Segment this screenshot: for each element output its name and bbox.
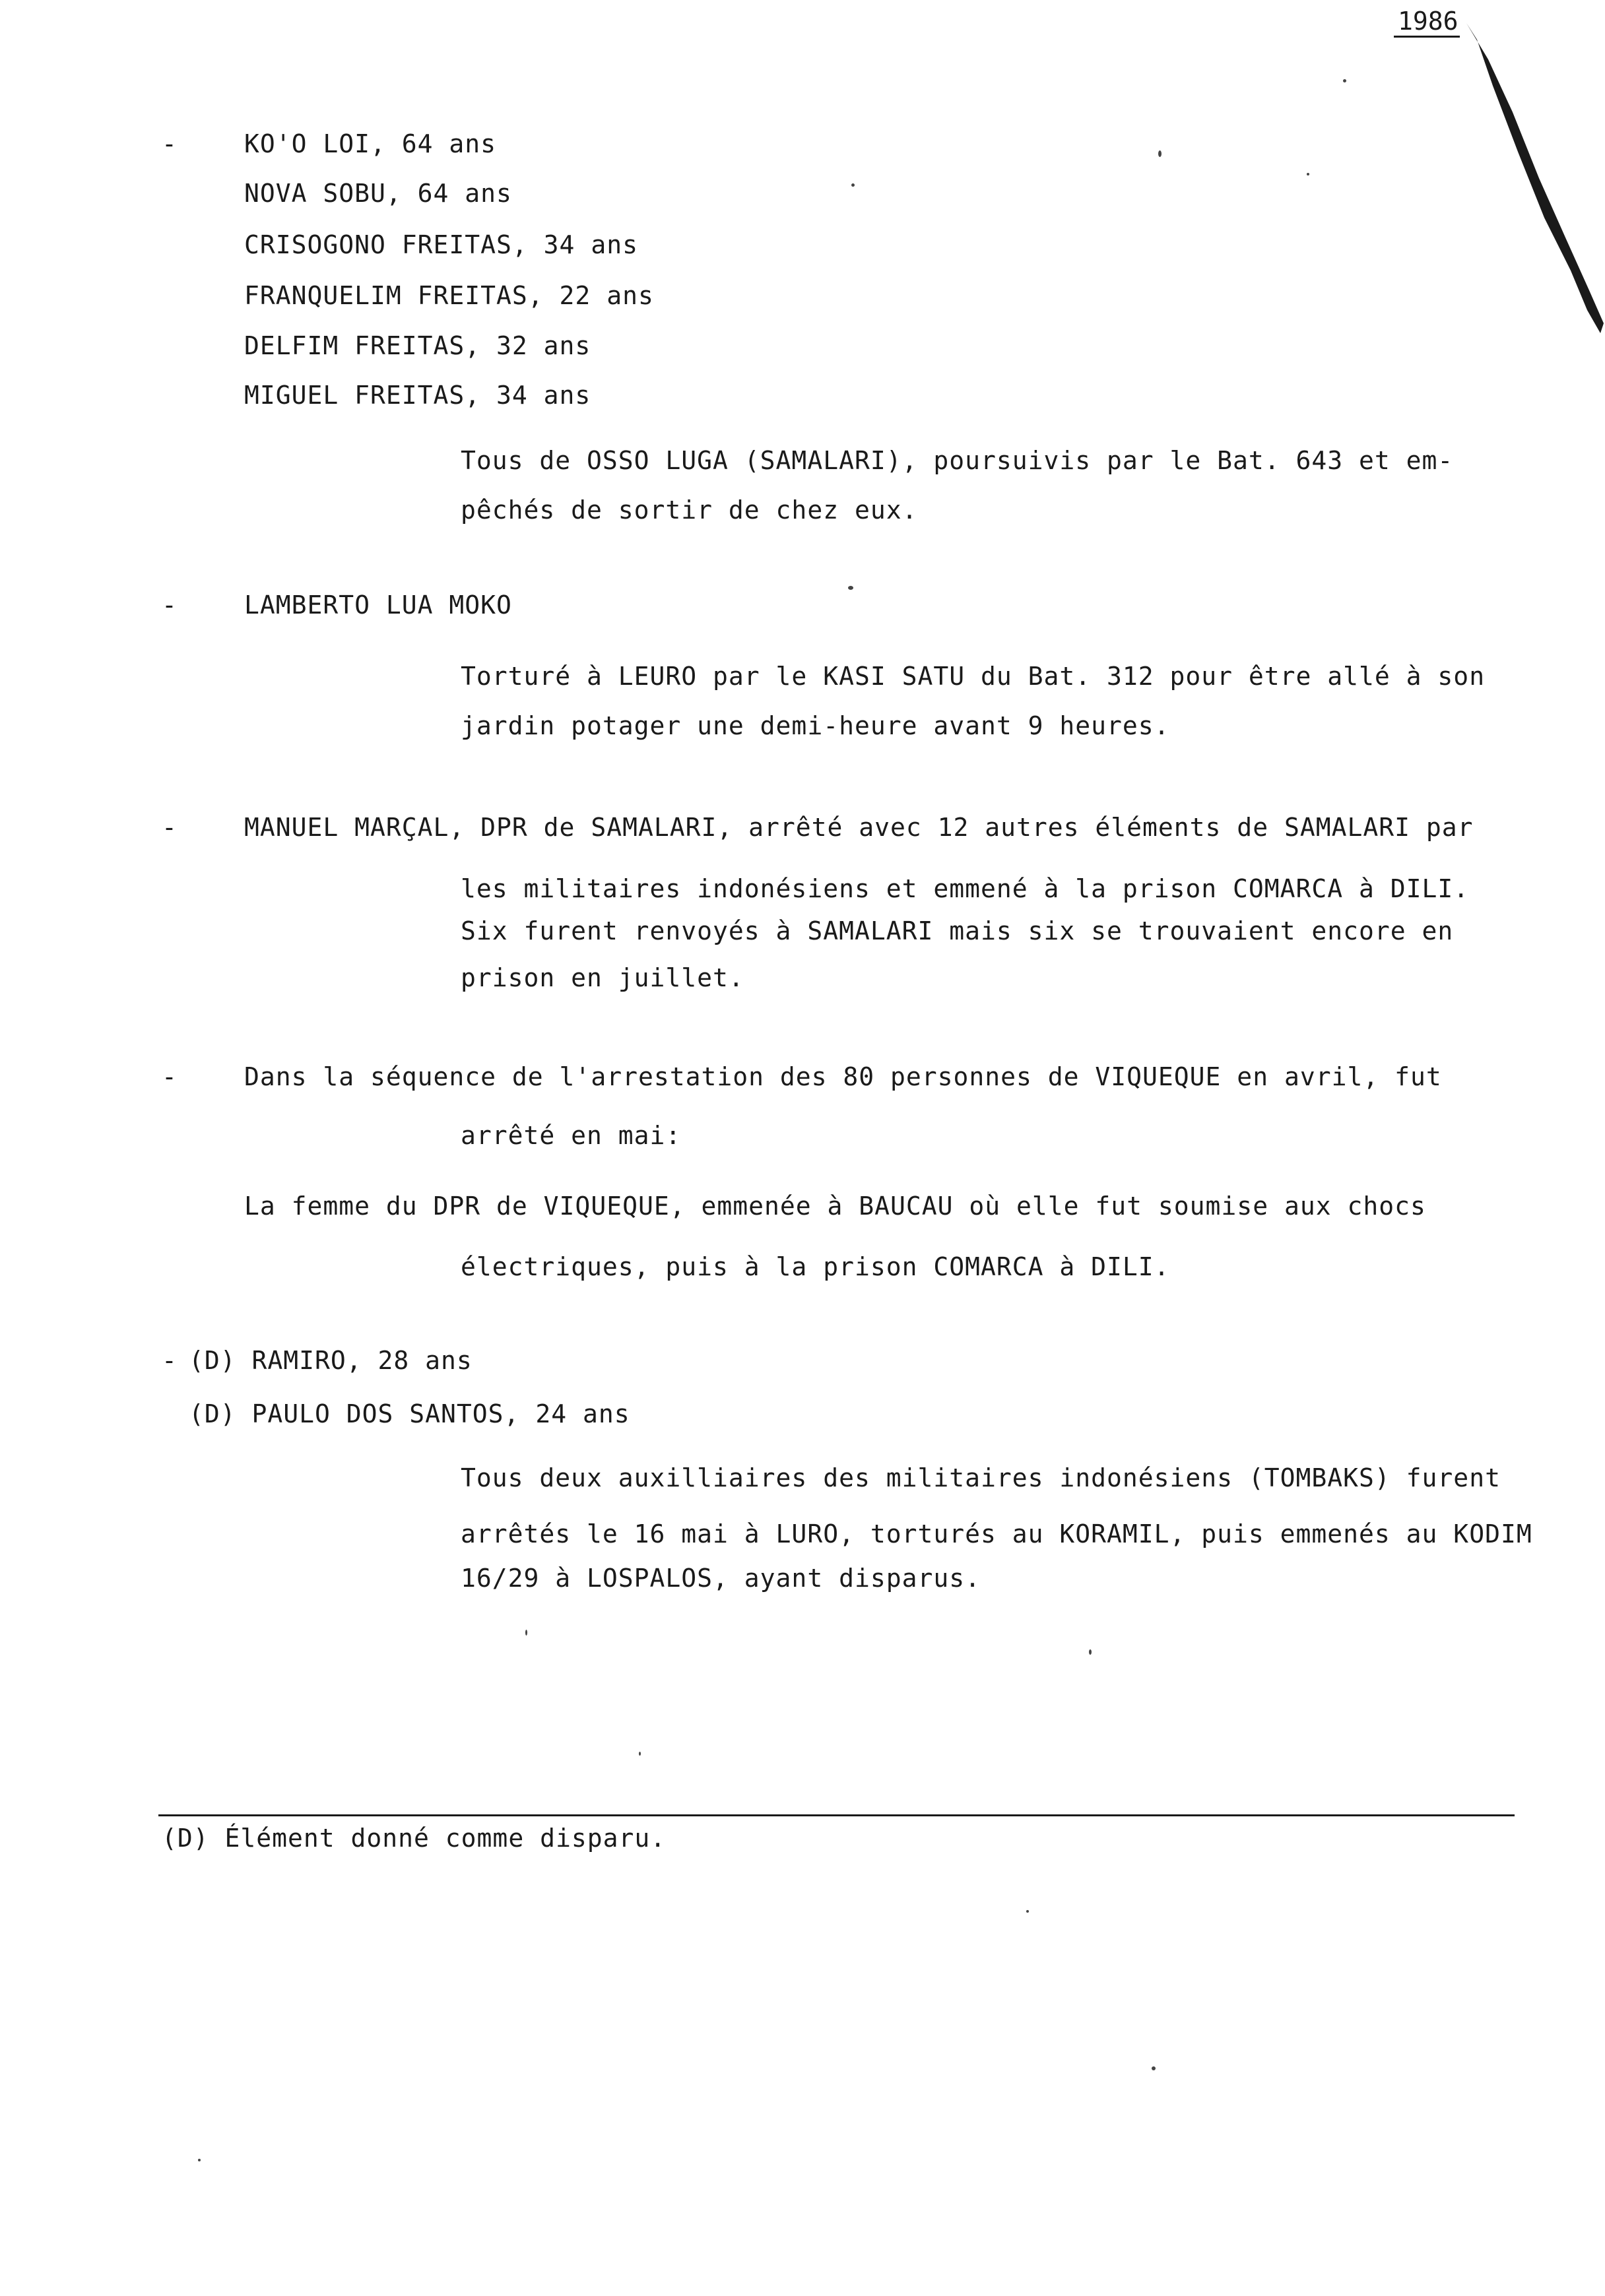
entry-1-name-4: FRANQUELIM FREITAS, 22 ans (244, 281, 654, 310)
entry-1-dash: - (162, 129, 178, 158)
entry-5-desc-line-2: arrêtés le 16 mai à LURO, torturés au KORAMIL, puis emmenés au KODIM (461, 1519, 1532, 1548)
entry-1-name-5: DELFIM FREITAS, 32 ans (244, 331, 591, 360)
entry-1-name-6: MIGUEL FREITAS, 34 ans (244, 381, 591, 410)
entry-2-desc-line-1: Torturé à LEURO par le KASI SATU du Bat. 312 pour être allé à son (461, 662, 1486, 691)
entry-1-name-3: CRISOGONO FREITAS, 34 ans (244, 230, 638, 259)
entry-5-desc-line-3: 16/29 à LOSPALOS, ayant disparus. (461, 1564, 981, 1593)
entry-2-desc-line-2: jardin potager une demi-heure avant 9 heures. (461, 711, 1170, 740)
entry-2-dash: - (162, 590, 178, 620)
entry-4-line-3: La femme du DPR de VIQUEQUE, emmenée à BAUCAU où elle fut soumise aux chocs (244, 1192, 1426, 1221)
entry-1-name-2: NOVA SOBU, 64 ans (244, 179, 512, 208)
corner-pen-stroke (0, 0, 1605, 396)
footnote: (D) Élément donné comme disparu. (162, 1824, 667, 1853)
entry-4-line-4: électriques, puis à la prison COMARCA à DILI. (461, 1252, 1170, 1281)
scan-speck (848, 586, 853, 590)
entry-3-dash: - (162, 813, 178, 842)
scan-speck (525, 1630, 527, 1636)
entry-5-dash: - (162, 1346, 178, 1375)
scan-speck (1158, 150, 1162, 157)
scan-speck (1343, 79, 1346, 82)
entry-2-name: LAMBERTO LUA MOKO (244, 590, 512, 620)
entry-4-line-2: arrêté en mai: (461, 1121, 682, 1150)
scan-speck (198, 2159, 201, 2161)
footnote-rule (158, 1814, 1515, 1816)
entry-1-name-1: KO'O LOI, 64 ans (244, 129, 497, 158)
entry-1-desc-line-1: Tous de OSSO LUGA (SAMALARI), poursuivis par le Bat. 643 et em- (461, 446, 1454, 475)
page-number: 1986 (1398, 7, 1458, 36)
entry-3-line-3: Six furent renvoyés à SAMALARI mais six se trouvaient encore en (461, 916, 1454, 945)
entry-5-name-1: (D) RAMIRO, 28 ans (189, 1346, 473, 1375)
entry-3-line-4: prison en juillet. (461, 963, 744, 992)
entry-4-dash: - (162, 1062, 178, 1091)
entry-3-line-1: MANUEL MARÇAL, DPR de SAMALARI, arrêté avec 12 autres éléments de SAMALARI par (244, 813, 1474, 842)
scan-speck (1307, 173, 1309, 175)
scan-speck (851, 183, 855, 187)
entry-5-name-2: (D) PAULO DOS SANTOS, 24 ans (189, 1399, 630, 1428)
scan-speck (1089, 1649, 1092, 1655)
entry-3-line-2: les militaires indonésiens et emmené à la prison COMARCA à DILI. (461, 874, 1470, 903)
scan-speck (1026, 1910, 1029, 1913)
entry-1-desc-line-2: pêchés de sortir de chez eux. (461, 495, 918, 525)
entry-5-desc-line-1: Tous deux auxilliaires des militaires indonésiens (TOMBAKS) furent (461, 1463, 1501, 1492)
scan-speck (1152, 2066, 1156, 2070)
entry-4-line-1: Dans la séquence de l'arrestation des 80 personnes de VIQUEQUE en avril, fut (244, 1062, 1442, 1091)
scan-speck (639, 1752, 641, 1756)
